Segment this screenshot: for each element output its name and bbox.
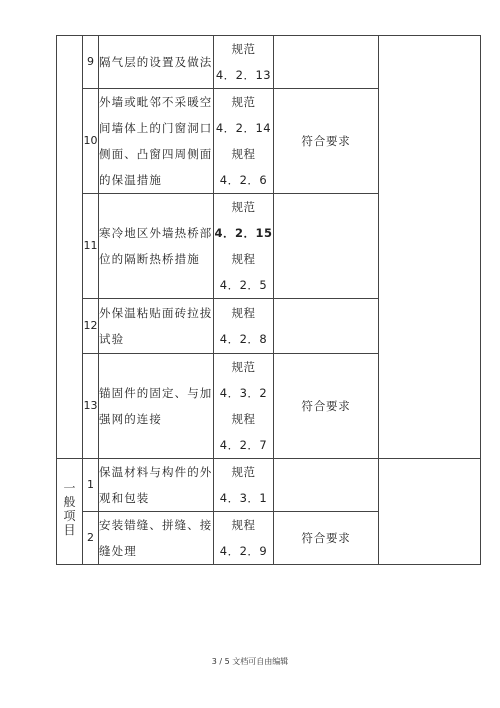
standard-reference: 规范 4．3．2 规程 4．2．7 bbox=[214, 354, 274, 459]
item-description: 寒冷地区外墙热桥部 位的隔断热桥措施 bbox=[99, 194, 214, 299]
item-description: 保温材料与构件的外 观和包装 bbox=[99, 459, 214, 512]
page-footer: 3 / 5 文档可自由编辑 bbox=[211, 657, 289, 666]
row-number: 12 bbox=[83, 299, 99, 354]
table-row bbox=[57, 459, 481, 512]
general-items-label: 一般项目 bbox=[57, 459, 83, 565]
item-description: 锚固件的固定、与加 强网的连接 bbox=[99, 354, 214, 459]
row-number: 2 bbox=[83, 512, 99, 565]
standard-reference: 规范 4．2．14 规程 4．2．6 bbox=[214, 89, 274, 194]
item-description: 安装错缝、拼缝、接 缝处理 bbox=[99, 512, 214, 565]
standard-reference: 规范 4．2．15 规程 4．2．5 bbox=[214, 194, 274, 299]
standard-reference: 规程 4．2．9 bbox=[214, 512, 274, 565]
row-number: 10 bbox=[83, 89, 99, 194]
standard-reference: 规范 4．2．13 bbox=[214, 36, 274, 89]
check-result bbox=[274, 194, 379, 299]
row-number: 13 bbox=[83, 354, 99, 459]
check-result bbox=[274, 459, 379, 512]
check-result: 符合要求 bbox=[274, 354, 379, 459]
remarks-cell bbox=[379, 36, 481, 459]
check-result bbox=[274, 36, 379, 89]
standard-reference: 规程 4．2．8 bbox=[214, 299, 274, 354]
inspection-table bbox=[56, 35, 481, 565]
main-items-group-cell bbox=[57, 36, 83, 459]
row-number: 1 bbox=[83, 459, 99, 512]
check-result bbox=[274, 299, 379, 354]
standard-reference: 规范 4．3．1 bbox=[214, 459, 274, 512]
item-description: 外保温粘贴面砖拉拔 试验 bbox=[99, 299, 214, 354]
item-description: 隔气层的设置及做法 bbox=[99, 36, 214, 89]
row-number: 9 bbox=[83, 36, 99, 89]
remarks-cell bbox=[379, 459, 481, 565]
check-result: 符合要求 bbox=[274, 512, 379, 565]
table-row bbox=[57, 36, 481, 89]
item-description: 外墙或毗邻不采暖空 间墙体上的门窗洞口 侧面、凸窗四周侧面 的保温措施 bbox=[99, 89, 214, 194]
check-result: 符合要求 bbox=[274, 89, 379, 194]
row-number: 11 bbox=[83, 194, 99, 299]
